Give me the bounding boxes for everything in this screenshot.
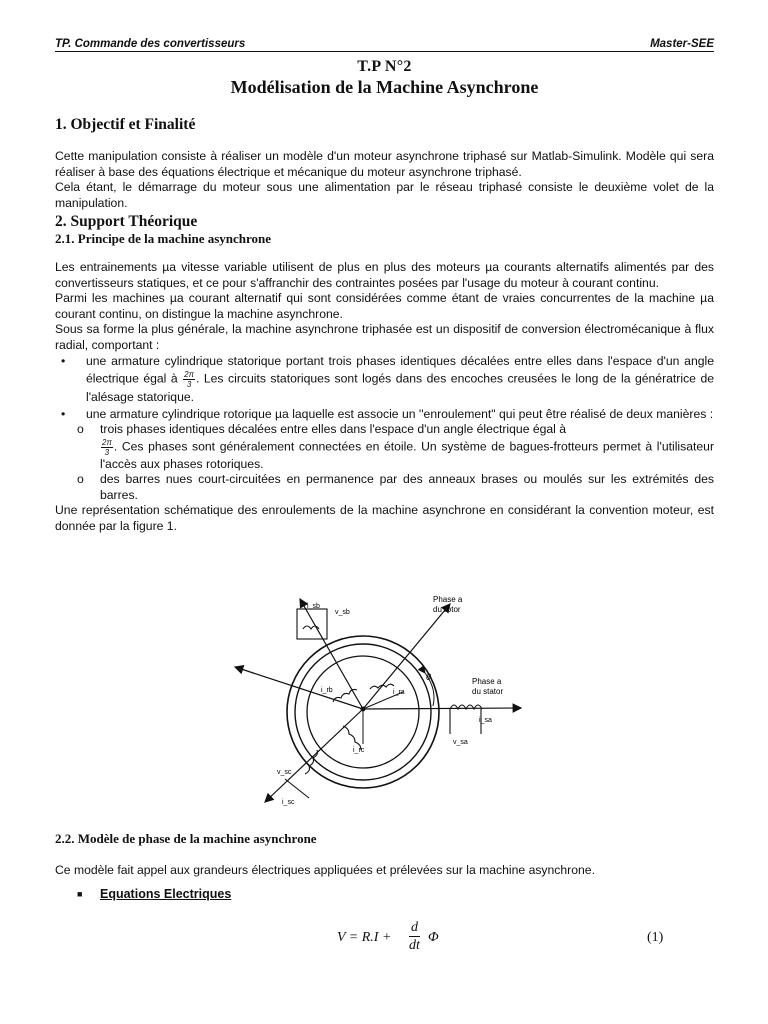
fraction-2pi-3: $\frac{2\pi}{3}$	[184, 370, 194, 389]
list-item-stator: • une armature cylindrique statorique portant trois phases identiques décalées entre elles dans l'espace d'un angle électrique égal à $\frac{2\pi}{3}$ . Les circuits statoriques sont logés dans des encoches creusées le long de la génératrice de l'alésage statorique.	[61, 354, 714, 404]
rotor-phase-label-1: Phase a	[433, 595, 463, 604]
header-right: Master-SEE	[650, 38, 714, 50]
sublist-item-phases: o trois phases identiques décalées entre elles dans l'espace d'un angle électrique égal à $\frac{2\pi}{3}$ . Ces phases sont généralement connectées en étoile. Un système de bagues-frotteurs permet à l'utilisateur l'accès aux phases rotoriques.	[77, 422, 714, 471]
header-left: TP. Commande des convertisseurs	[55, 38, 246, 50]
circle-bullet: o	[77, 422, 84, 436]
section-1-para-2: Cela étant, le démarrage du moteur sous une alimentation par le réseau triphasé consiste le deuxième volet de la manipulation.	[55, 180, 714, 210]
section-2-heading: 2. Support Théorique	[55, 213, 198, 230]
stator-coil-a	[450, 705, 482, 734]
section-2-para-4: Une représentation schématique des enroulements de la machine asynchrone en considérant la convention moteur, est donnée par la figure 1.	[55, 503, 714, 533]
label-v-sa: v_sa	[453, 739, 468, 746]
stator-phase-c-axis	[265, 709, 363, 802]
doc-title-number: T.P N°2	[357, 58, 412, 75]
list-item-rotor: • une armature cylindrique rotorique µa laquelle est associe un ''enroulement" qui peut être réalisé de deux manières :	[61, 407, 714, 421]
section-1-heading: 1. Objectif et Finalité	[55, 116, 196, 133]
equation-1	[55, 919, 714, 959]
label-v-sc: v_sc	[277, 769, 292, 776]
section-2-2-heading: 2.2. Modèle de phase de la machine asynchrone	[55, 831, 317, 846]
equation-lhs: V = R.I +	[337, 929, 392, 945]
circle-bullet: o	[77, 472, 84, 486]
stator-phase-a-axis	[363, 708, 521, 709]
stator-phase-label-2: du stator	[472, 687, 504, 696]
label-i-rb: i_rb	[321, 687, 333, 694]
section-2-1-heading: 2.1. Principe de la machine asynchrone	[55, 231, 272, 246]
section-2-2	[55, 831, 714, 959]
running-header	[55, 38, 714, 52]
section-2-2-para: Ce modèle fait appel aux grandeurs électriques appliquées et prélevées sur la machine asynchrone.	[55, 863, 595, 877]
list-item-equations: ■ Equations Electriques	[77, 886, 232, 901]
rotor-phase-label-2: du rotor	[433, 605, 461, 614]
label-i-sc: i_sc	[282, 799, 295, 806]
bullet-dot: •	[61, 407, 66, 421]
section-2-para-1: Les entrainements µa vitesse variable utilisent de plus en plus des moteurs µa courants alternatifs alimentés par des convertisseurs statiques, et ce pour s'affranchir des contraintes posées par l'usage du moteur à courant continu.	[55, 260, 714, 290]
stator-phase-b-axis	[235, 667, 363, 709]
label-i-sa: i_sa	[479, 717, 492, 724]
document-page	[55, 38, 714, 534]
label-i-rc: i_rc	[353, 747, 365, 754]
section-2-para-2: Parmi les machines µa courant alternatif qui sont considérées comme étant de vraies concurrentes de la machine µa courant continu, on distingue la machine asynchrone.	[55, 291, 714, 321]
equation-number: (1)	[647, 929, 664, 945]
bullet-dot: •	[61, 354, 66, 368]
square-bullet: ■	[77, 888, 83, 899]
stator-phase-label-1: Phase a	[472, 677, 502, 686]
label-i-sb: i_sb	[307, 603, 320, 610]
doc-title: Modélisation de la Machine Asynchrone	[230, 77, 539, 97]
equation-phi: Φ	[428, 929, 439, 945]
label-v-sb: v_sb	[335, 609, 350, 616]
figure-1-winding-diagram	[225, 594, 545, 824]
section-1-para-1: Cette manipulation consiste à réaliser un modèle d'un moteur asynchrone triphasé sur Matlab-Simulink. Modèle qui sera réaliser à base des équations électrique et mécanique du moteur asynchrone triphasé.	[55, 149, 714, 179]
fraction-2pi-3: $\frac{2\pi}{3}$	[102, 437, 112, 457]
sublist-item-bars: o des barres nues court-circuitées en permanence par des anneaux brases ou moulés sur les extrémités des barres.	[77, 472, 714, 502]
equation-derivative: d dt	[409, 919, 420, 953]
label-i-ra: i_ra	[393, 689, 405, 696]
stator-coil-b	[297, 609, 327, 639]
angle-label: θ	[426, 672, 431, 682]
section-2-para-3: Sous sa forme la plus générale, la machine asynchrone triphasée est un dispositif de conversion électromécanique à flux radial, comportant :	[55, 322, 714, 352]
